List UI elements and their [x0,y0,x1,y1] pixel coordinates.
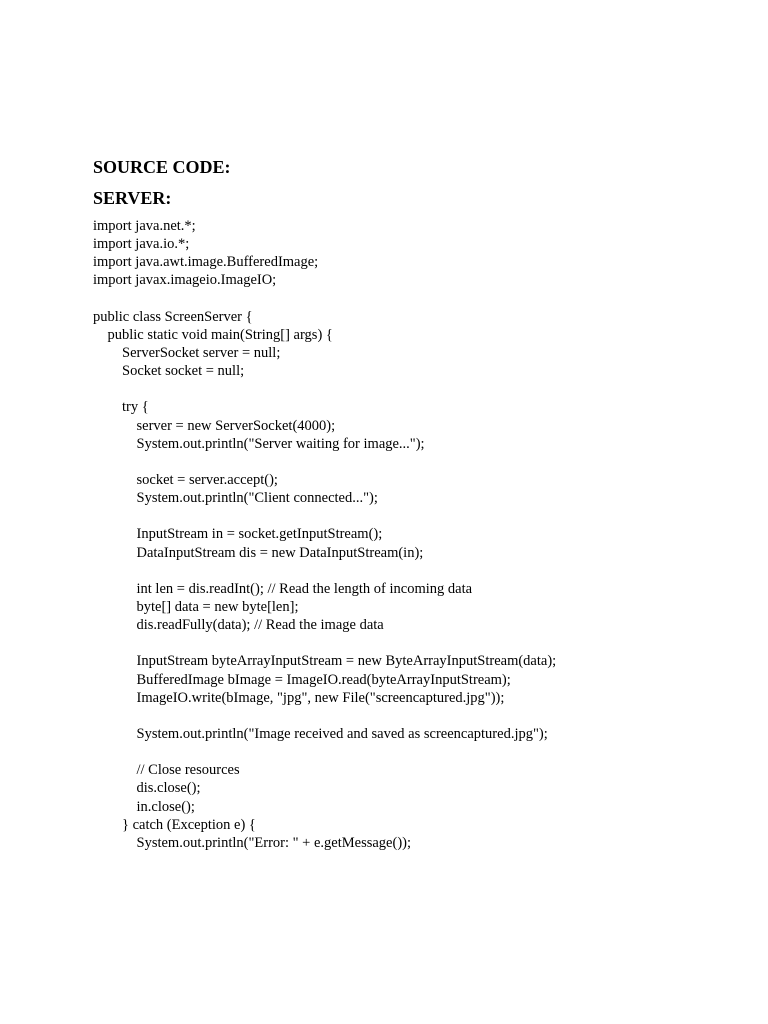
code-line: import java.net.*; [93,218,196,234]
code-line: int len = dis.readInt(); // Read the length of incoming data [93,580,473,597]
server-code-block [93,217,556,852]
code-line: server = new ServerSocket(4000); [93,417,336,434]
code-line: public static void main(String[] args) { [93,326,333,343]
code-line: ServerSocket server = null; [93,344,281,361]
code-line [93,453,556,471]
code-line: InputStream in = socket.getInputStream(); [93,526,383,543]
code-line: DataInputStream dis = new DataInputStream(in); [93,544,424,561]
code-line: import javax.imageio.ImageIO; [93,272,277,289]
code-line: socket = server.accept(); [93,471,278,488]
code-line: byte[] data = new byte[len]; [93,598,299,615]
code-line: System.out.println("Image received and saved as screencaptured.jpg"); [93,725,548,742]
code-line [93,507,556,525]
code-line [93,290,556,308]
server-heading: SERVER: [93,188,172,208]
code-line: dis.readFully(data); // Read the image data [93,617,384,634]
code-line: System.out.println("Client connected..."); [93,490,378,507]
code-line: // Close resources [93,762,240,779]
code-line: Socket socket = null; [93,363,245,380]
code-line: ImageIO.write(bImage, "jpg", new File("screencaptured.jpg")); [93,689,505,706]
code-line [93,634,556,652]
code-line: public class ScreenServer { [93,308,253,325]
code-line: System.out.println("Server waiting for image..."); [93,435,425,452]
source-code-heading: SOURCE CODE: [93,157,231,177]
code-line: dis.close(); [93,780,201,797]
code-line [93,707,556,725]
code-line [93,562,556,580]
code-line: } catch (Exception e) { [93,816,256,833]
code-line: in.close(); [93,798,195,815]
code-line: import java.io.*; [93,236,190,253]
code-line: System.out.println("Error: " + e.getMessage()); [93,834,412,851]
code-line [93,380,556,398]
code-line: InputStream byteArrayInputStream = new ByteArrayInputStream(data); [93,653,557,670]
code-line: BufferedImage bImage = ImageIO.read(byteArrayInputStream); [93,671,511,688]
code-line: try { [93,399,149,416]
code-line: import java.awt.image.BufferedImage; [93,254,319,271]
code-line [93,743,556,761]
